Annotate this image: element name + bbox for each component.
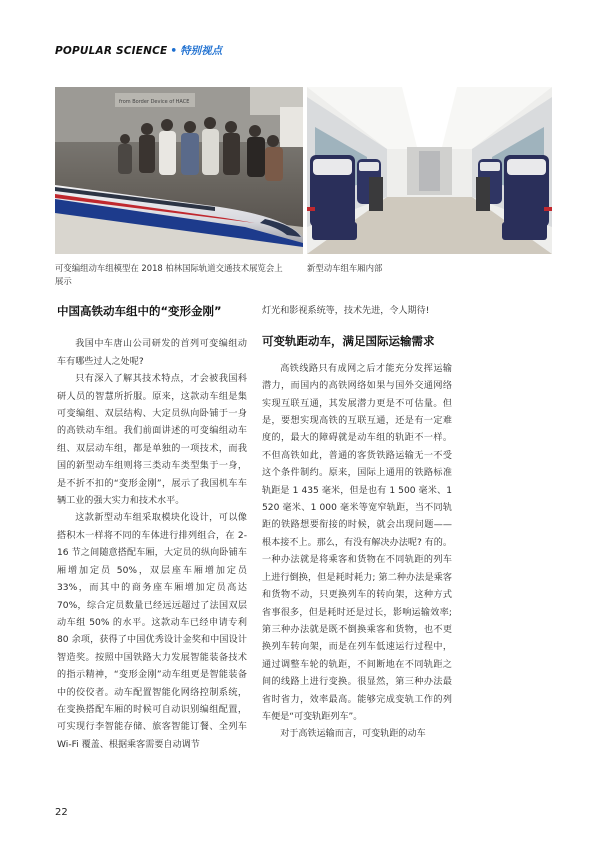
left-photo-caption: 可变编组动车组模型在 2018 柏林国际轨道交通技术展览会上展示 xyxy=(55,263,283,286)
heading-transformer-train: 中国高铁动车组中的“变形金刚” xyxy=(57,304,222,318)
article-column-right xyxy=(262,303,452,744)
page-number: 22 xyxy=(55,807,68,818)
paragraph: 我国中车唐山公司研发的首列可变编组动车有哪些过人之处呢? xyxy=(57,339,247,367)
paragraph: 对于高铁运输而言，可变轨距的动车 xyxy=(280,729,426,740)
paragraph: 这款新型动车组采取模块化设计，可以像搭积木一样将不同的车体进行排列组合，在 2-16 节之间随意搭配车厢，大定员的纵向卧铺车厢增加定员 50%，双层座车厢增加定员 33%，而其中的商务座车厢增加定员高达 70%，综合定员数量已经远远超过了法国双层动车组 50% 的水平。这款动车已经申请专利 80 余项，获得了中国优秀设计金奖和中国设计智造奖。按照中国铁路大力发展智能装备技术的指示精神，“变形金刚”动车组更是智能装备中的佼佼者。动车配置智能化网络控制系统，在变换搭配车厢的时候可自动识别编组配置，可实现行李智能存储、旅客智能订餐、全列车 Wi-Fi 覆盖、根据乘客需要自动调节 xyxy=(57,513,247,750)
exhibit-sign-text: from Border Device of HACE xyxy=(119,99,190,105)
page-header xyxy=(55,43,222,58)
train-model-illustration xyxy=(55,87,303,254)
paragraph: 高铁线路只有成网之后才能充分发挥运输潜力，而国内的高铁网络如果与国外交通网络实现互联互通，其发展潜力更是不可估量。但是，要想实现高铁的互联互通，还是有一定难度的，最大的障碍就是动车组的轨距不一样。不但高铁如此，普通的客货铁路运输无一不受这个条件制约。原来，国际上通用的铁路标准轨距是 1 435 毫米，但是也有 1 500 毫米、1 520 毫米、1 000 毫米等宽窄轨距，当不同轨距的铁路想要衔接的时候，就会出现问题——根本接不上。那么，有没有解决办法呢? 有的。一种办法就是将乘客和货物在不同轨距的列车上进行倒换，但是耗时耗力; 第二种办法是乘客和货物不动，只更换列车的转向架，这种方式省事很多，但是耗时还是过长，影响运输效率; 第三种办法就是既不倒换乘客和货物，也不更换列车转向架，而是在列车低速运行过程中，通过调整车轮的轨距，不间断地在不同轨距之间的线路上进行变换。很显然，第三种办法最省时省力，效率最高。能够完成变轨工作的列车便是“可变轨距列车”。 xyxy=(262,363,452,722)
right-photo-caption: 新型动车组车厢内部 xyxy=(307,263,383,273)
paragraph-continuation: 灯光和影视系统等，技术先进，令人期待! xyxy=(262,306,430,316)
heading-variable-gauge: 可变轨距动车，满足国际运输需求 xyxy=(262,334,435,349)
train-interior-photo xyxy=(307,87,552,254)
magazine-brand: POPULAR SCIENCE xyxy=(55,45,168,57)
paragraph: 只有深入了解其技术特点，才会被我国科研人员的智慧所折服。原来，这款动车组是集可变编组、双层结构、大定员纵向卧铺于一身的高铁动车组。我们前面讲述的可变编组动车组、双层动车组，都是单独的一项技术，而我国的新型动车组则将三类动车类型集于一身，是不折不扣的“变形金刚”，展示了我国机车车辆工业的强大实力和技术水平。 xyxy=(57,374,247,507)
train-interior-illustration xyxy=(307,87,552,254)
train-model-photo xyxy=(55,87,303,254)
article-column-left xyxy=(57,303,247,754)
section-title: 特别视点 xyxy=(180,45,223,57)
header-dot: • xyxy=(170,45,178,57)
